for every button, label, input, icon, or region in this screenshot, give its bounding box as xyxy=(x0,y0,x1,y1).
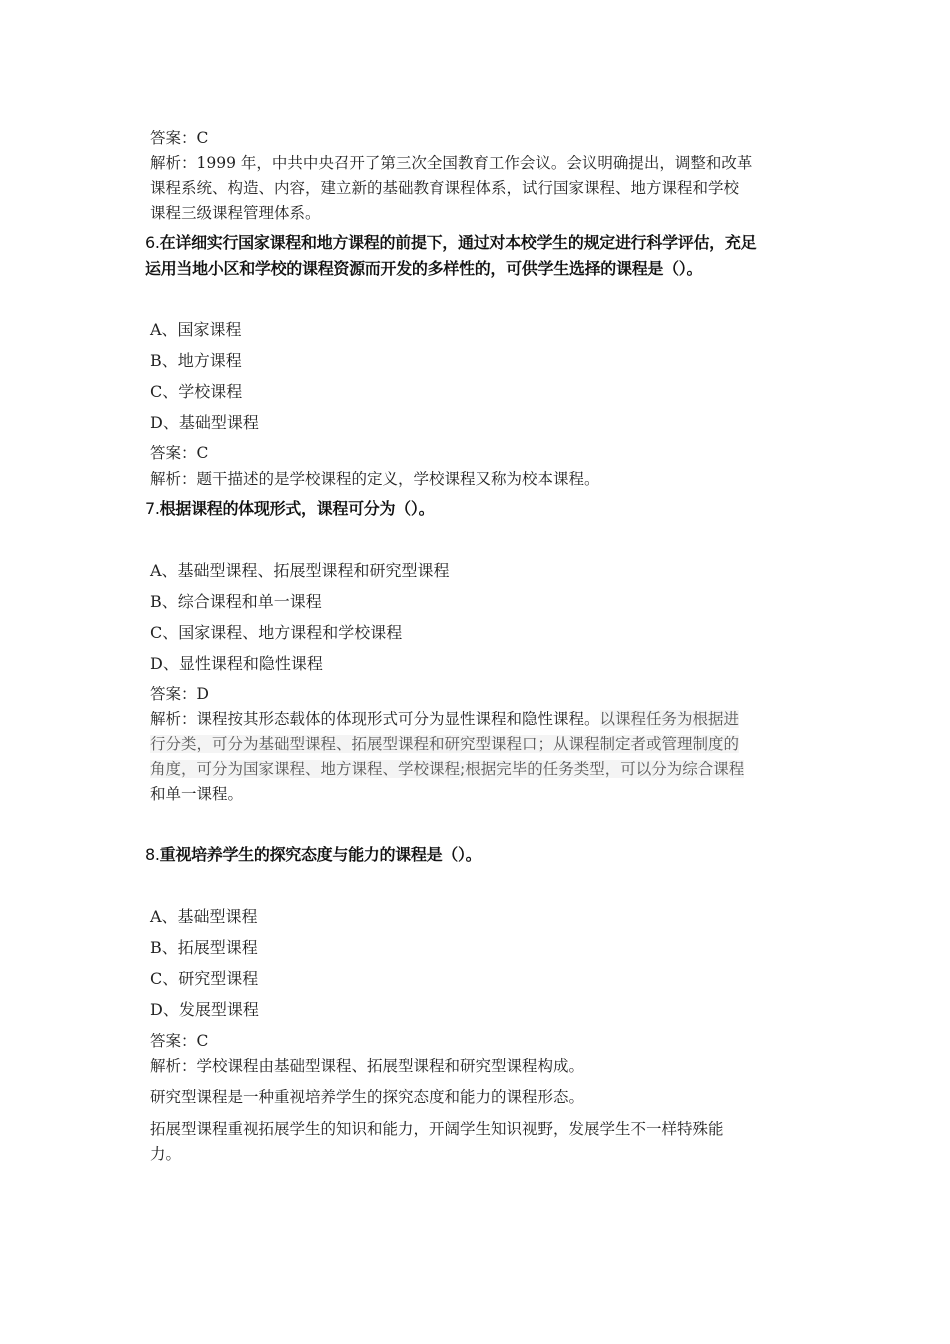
question-7-option-c: C、国家课程、地方课程和学校课程 xyxy=(150,623,403,642)
question-8-option-c: C、研究型课程 xyxy=(150,969,259,988)
question-8-extra-line: 力。 xyxy=(150,1145,182,1163)
question-7-option-a: A、基础型课程、拓展型课程和研究型课程 xyxy=(150,561,450,580)
question-7-answer: 答案：D xyxy=(150,685,209,703)
highlighted-text: 以课程任务为根据进 xyxy=(599,710,740,728)
question-6-option-b: B、地方课程 xyxy=(150,351,242,370)
question-7-stem: 7.根据课程的体现形式，课程可分为（）。 xyxy=(145,499,435,518)
question-6-analysis: 解析：题干描述的是学校课程的定义，学校课程又称为校本课程。 xyxy=(150,470,600,488)
question-6-stem: 6.在详细实行国家课程和地方课程的前提下，通过对本校学生的规定进行科学评估，充足 xyxy=(145,233,757,252)
intro-analysis-line: 解析：1999 年，中共中央召开了第三次全国教育工作会议。会议明确提出，调整和改革 xyxy=(150,154,753,172)
intro-analysis-line: 课程三级课程管理体系。 xyxy=(150,204,321,222)
question-8-option-d: D、发展型课程 xyxy=(150,1000,259,1019)
intro-analysis-line: 课程系统、构造、内容，建立新的基础教育课程体系，试行国家课程、地方课程和学校 xyxy=(150,179,740,197)
question-number: 8. xyxy=(145,845,160,864)
question-8-option-a: A、基础型课程 xyxy=(150,907,258,926)
question-7-analysis-line xyxy=(150,759,744,779)
question-8-extra-line: 拓展型课程重视拓展学生的知识和能力，开阔学生知识视野，发展学生不一样特殊能 xyxy=(150,1120,724,1138)
question-8-extra-line: 研究型课程是一种重视培养学生的探究态度和能力的课程形态。 xyxy=(150,1088,585,1106)
question-number: 7. xyxy=(145,499,160,518)
question-8-stem: 8.重视培养学生的探究态度与能力的课程是（）。 xyxy=(145,845,482,864)
question-7-option-b: B、综合课程和单一课程 xyxy=(150,592,322,611)
question-8-option-b: B、拓展型课程 xyxy=(150,938,258,957)
question-8-analysis: 解析：学校课程由基础型课程、拓展型课程和研究型课程构成。 xyxy=(150,1057,585,1075)
question-6-option-a: A、国家课程 xyxy=(150,320,242,339)
highlighted-text: 行分类，可分为基础型课程、拓展型课程和研究型课程口；从课程制定者或管理制度的 xyxy=(150,735,740,753)
question-6-option-d: D、基础型课程 xyxy=(150,413,259,432)
highlighted-text: 角度，可分为国家课程、地方课程、学校课程;根据完毕的任务类型，可以分为综合课程 xyxy=(150,760,745,778)
question-6-stem-line2: 运用当地小区和学校的课程资源而开发的多样性的，可供学生选择的课程是（）。 xyxy=(145,259,703,278)
question-7-analysis-line: 和单一课程。 xyxy=(150,785,244,803)
question-7-analysis-line xyxy=(150,734,739,754)
question-8-answer: 答案：C xyxy=(150,1032,209,1050)
question-6-answer: 答案：C xyxy=(150,444,209,462)
question-6-option-c: C、学校课程 xyxy=(150,382,243,401)
question-7-option-d: D、显性课程和隐性课程 xyxy=(150,654,323,673)
question-7-analysis-line: 解析：课程按其形态载体的体现形式可分为显性课程和隐性课程。以课程任务为根据进 xyxy=(150,710,740,728)
question-number: 6. xyxy=(145,233,160,252)
intro-answer: 答案：C xyxy=(150,129,209,147)
